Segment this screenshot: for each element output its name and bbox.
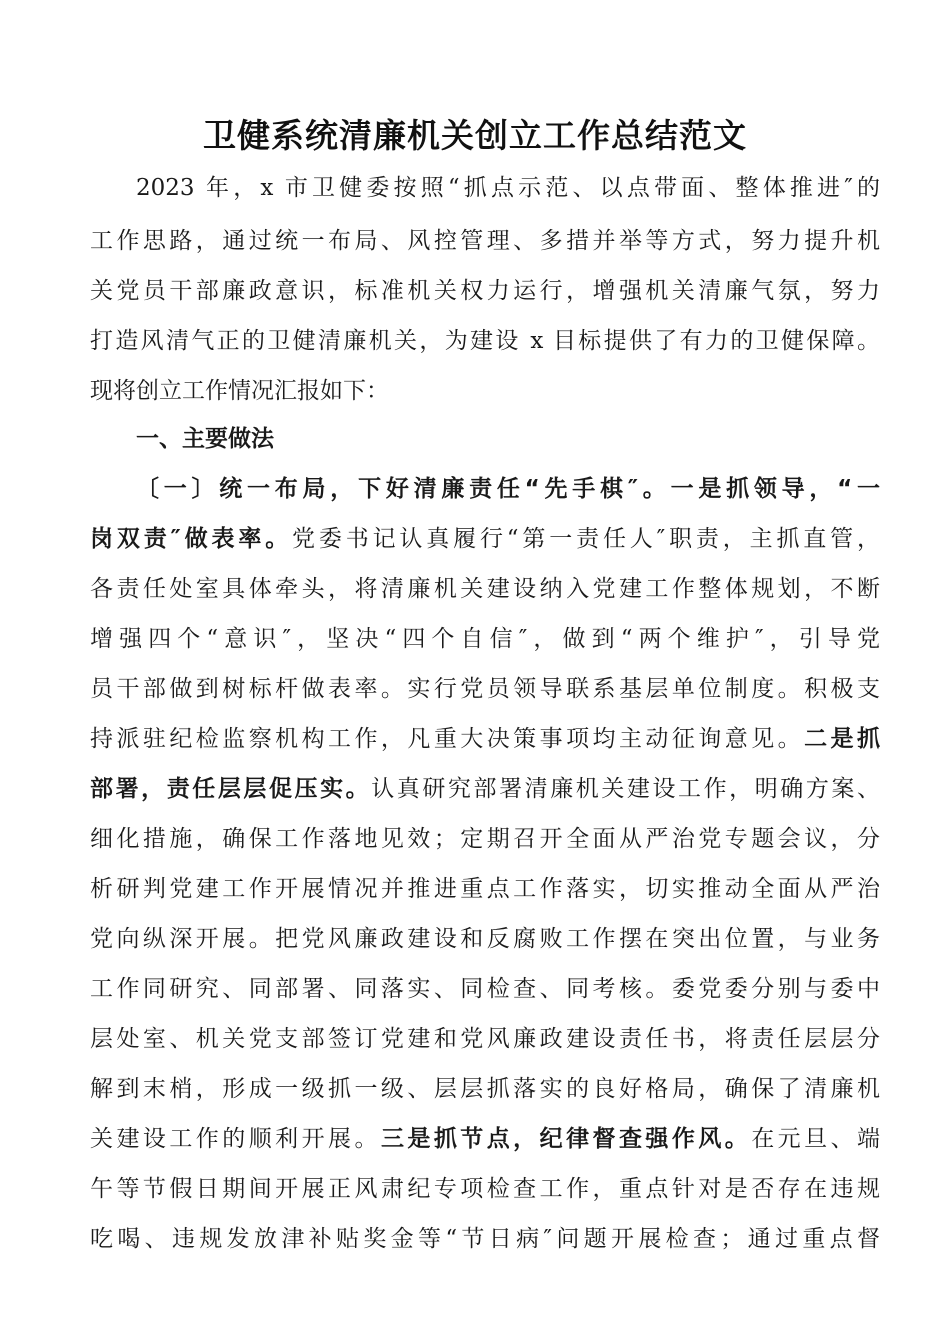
body-text: 认真研究部署清廉机关建设工作，明确方案、 (371, 776, 881, 802)
paragraph-line-6 (90, 719, 880, 759)
intro-line-3: 关党员干部廉政意识，标准机关权力运行，增强机关清廉气氛，努力 (90, 278, 880, 304)
paragraph-line-10: 党向纵深开展。把党风廉政建设和反腐败工作摆在突出位置，与业务 (90, 926, 880, 952)
document-title: 卫健系统清廉机关创立工作总结范文 (203, 116, 747, 155)
body-text: 关建设工作的顺利开展。 (90, 1126, 381, 1152)
paragraph-line-9: 析研判党建工作开展情况并推进重点工作落实，切实推动全面从严治 (90, 876, 880, 902)
intro-line-5: 现将创立工作情况汇报如下： (90, 378, 389, 404)
paragraph-line-14 (90, 1119, 880, 1159)
emphasis-text: 岗双责″做表率。 (90, 526, 293, 552)
paragraph-line-12: 层处室、机关党支部签订党建和党风廉政建设责任书，将责任层层分 (90, 1026, 880, 1052)
paragraph-line-3: 各责任处室具体牵头，将清廉机关建设纳入党建工作整体规划，不断 (90, 576, 880, 602)
body-text: 在元旦、端 (751, 1126, 881, 1152)
intro-line-4: 打造风清气正的卫健清廉机关，为建设 x 目标提供了有力的卫健保障。 (90, 328, 880, 354)
paragraph-line-5: 员干部做到树标杆做表率。实行党员领导联系基层单位制度。积极支 (90, 676, 880, 702)
body-text: 持派驻纪检监察机构工作，凡重大决策事项均主动征询意见。 (90, 726, 805, 752)
paragraph-line-4: 增强四个“意识″，坚决“四个自信″，做到“两个维护″，引导党 (90, 626, 880, 652)
body-text: 党委书记认真履行“第一责任人″职责，主抓直管， (292, 526, 880, 552)
emphasis-text: 部署，责任层层促压实。 (90, 776, 372, 802)
intro-line-2: 工作思路，通过统一布局、风控管理、多措并举等方式，努力提升机 (90, 228, 880, 254)
paragraph-line-2 (90, 519, 880, 559)
section-heading: 一、主要做法 (136, 426, 274, 452)
paragraph-line-7 (90, 769, 880, 809)
paragraph-line-11: 工作同研究、同部署、同落实、同检查、同考核。委党委分别与委中 (90, 976, 880, 1002)
emphasis-text: 三是抓节点，纪律督查强作风。 (380, 1126, 752, 1152)
paragraph-line-15: 午等节假日期间开展正风肃纪专项检查工作，重点针对是否存在违规 (90, 1176, 880, 1202)
intro-line-1: 2023 年，x 市卫健委按照“抓点示范、以点带面、整体推进″的 (136, 175, 880, 201)
paragraph-line-8: 细化措施，确保工作落地见效；定期召开全面从严治党专题会议，分 (90, 826, 880, 852)
paragraph-line-13: 解到末梢，形成一级抓一级、层层抓落实的良好格局，确保了清廉机 (90, 1076, 880, 1102)
emphasis-text: 二是抓 (804, 726, 881, 752)
paragraph-line-1: 〔一〕统一布局，下好清廉责任“先手棋″。一是抓领导，“一 (136, 476, 880, 502)
paragraph-line-16: 吃喝、违规发放津补贴奖金等“节日病″问题开展检查；通过重点督 (90, 1226, 880, 1252)
